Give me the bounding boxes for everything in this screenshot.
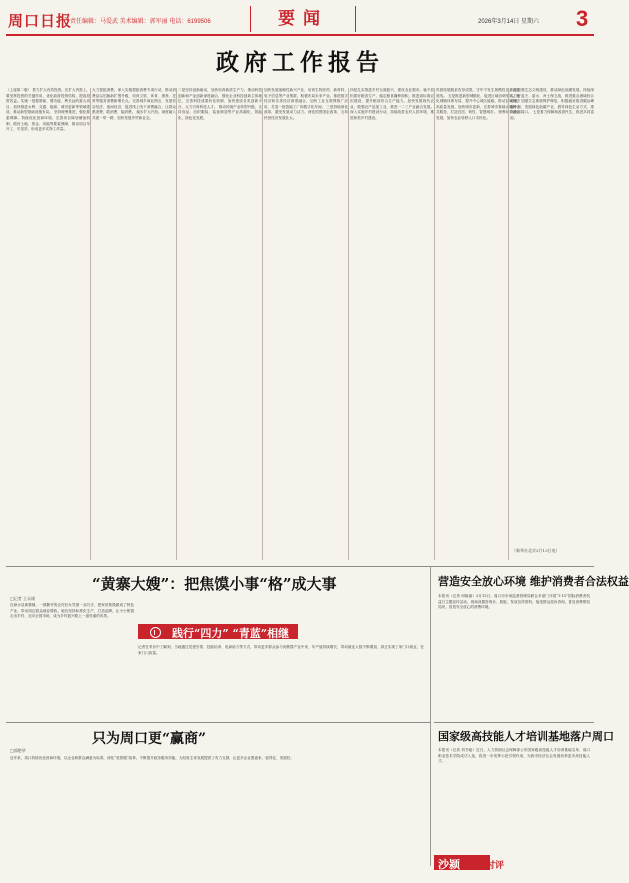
newspaper-logo: 周口日报	[8, 12, 73, 30]
pen-icon	[150, 627, 161, 638]
report-column-5: 四是扎实推进乡村全面振兴，建设农业强市。毫不放松抓好粮食生产，稳定粮食播种面积，推进高标准农田建设，提升粮食综合生产能力。加快发展现代农业，做强农产品加工业，推进一二三产业融合发展。 深入实施乡村建设行动，持续改善农村人居环境，推进和美乡村建设。	[350, 88, 434, 120]
article-title-skills: 国家级高技能人才培训基地落户周口	[438, 730, 614, 743]
report-column-7: 六是加强生态文明建设，推动绿色低碳发展。持续深入打好蓝天、碧水、净土保卫战，推进重点流域综合治理，加强生态系统保护修复，积极稳妥推进碳达峰碳中和，发展绿色低碳产业，倡导绿色生活方式，建设美丽周口。 七是着力保障和改善民生，推进共同富裕。	[510, 88, 594, 120]
feature-banner-title: 践行“四力” “青蓝”相继	[172, 627, 290, 640]
report-column-3: 二是坚持创新驱动，加快培育新质生产力。推动科技创新和产业创新深度融合，强化企业科技创新主体地位，完善科技成果转化机制，加快建设各类创新平台，大力引育科技人才。 推动传统产业转型升级，支持食品、纺织服装、装备制造等产业高端化、智能化、绿色化发展。	[178, 88, 262, 120]
column-divider	[176, 88, 177, 560]
commentary-tag-main: 沙颍	[438, 858, 460, 871]
article-title-zhoukou: 只为周口更“赢商”	[92, 731, 207, 747]
commentary-tag-sub: 时评	[486, 861, 505, 871]
column-divider	[90, 88, 91, 560]
column-divider	[262, 88, 263, 560]
report-column-2: 大力提振消费。深入实施提振消费专项行动，推动消费品以旧换新扩围升级，培育文旅、体育、康养、托育等服务消费新增长点。完善城乡商业网点，发展首店经济、夜间经济，促进线上线下消费融合，让群众愿消费、敢消费、能消费。 稳步扩大开放。深度融入共建一带一路，加快发展外贸新业态。	[92, 88, 176, 120]
report-column-6: 巩固拓展脱贫攻坚成果，守牢不发生规模性返贫致贫底线。 五是推进新型城镇化，促进区域协调发展。优化城镇体系布局，提升中心城区能级，推动县域经济高质量发展。加快城市更新，完善城市基础设施和公共服务，打造宜居、韧性、智慧城市。 统筹城乡融合发展，加快农业转移人口市民化。	[436, 88, 520, 120]
report-column-1: （上接第二版） 着力扩大有效投资。在扩大内需上，要发挥投资的关键作用，优化政府投资结构，提高投资效益。实施一批强基础、增功能、利长远的重大项目，加快推进水利、交通、能源、城市更新等领域建设，推动新型基础设施布局。 坚持统筹推进，强化要素保障。持续优化营商环境，完善项目谋划储备机制，做好土地、资金、用能等要素保障，推动项目早开工、早见效，形成更多实物工作量。	[6, 88, 90, 132]
article-body-consumer: 本报讯（记者 何晓丽）3月13日，周口市市场监督管理局联合多部门开展“3·15”国际消费者权益日主题宣传活动，现场设置咨询台、展板，发放宣传资料，接受群众投诉咨询，普及消费维权知识，营造安全放心的消费环境。	[438, 594, 590, 610]
page-number: 3	[576, 6, 589, 31]
main-headline: 政府工作报告	[216, 49, 384, 76]
section-divider	[434, 722, 594, 723]
article-body-zhoukou: 近年来，周口持续优化营商环境，以企业和群众满意为标准，深化“放管服”改革，不断提升政务服务效能，为经营主体发展提供了有力支撑，让更多企业愿意来、留得住、发展好。	[10, 756, 294, 760]
report-body	[6, 88, 594, 560]
article-body-huangzhai: 在商水县黄寨镇，一群勤劳的农村妇女凭借一双巧手，把家常焦馍做成了特色产业，带动周边群众就业增收。她们坚持标准化生产，打造品牌，让小小焦馍走出乡村、走向全国市场，成为乡村振兴路上一道亮丽的风景。	[10, 603, 134, 619]
column-divider	[508, 88, 509, 560]
section-divider	[6, 566, 594, 567]
vertical-divider	[430, 566, 431, 866]
article-title-huangzhai: “黄寨大嫂”：把焦馍小事“格”成大事	[92, 575, 337, 593]
column-divider	[348, 88, 349, 560]
editor-info: 责任编辑：马爱武 美术编辑：郭军丽 电话：6199506	[70, 19, 211, 25]
article-body-skills: 本报讯（记者 刘书瑶）近日，人力资源社会保障部公布国家级高技能人才培训基地名单，周口职业技术学院成功入选，将进一步发挥示范引领作用，为我市经济社会发展培养更多高技能人才。	[438, 748, 590, 764]
section-divider	[6, 722, 430, 723]
issue-date: 2026年3月14日 星期六	[478, 19, 540, 25]
column-divider	[434, 88, 435, 560]
article-title-consumer: 营造安全放心环境 维护消费者合法权益	[438, 575, 629, 588]
article-body-feature: 记者在采访中了解到，当地通过党建引领、技能培训、电商助力等方式，带动更多群众参与到焦馍产业中来，年产值持续增长，带动就业人数不断增加，真正实现了家门口就业、在家门口致富。	[138, 645, 424, 655]
report-signoff: （新华社北京3月13日电）	[512, 548, 560, 553]
article-byline-huangzhai: □记者 王永刚	[10, 596, 36, 601]
article-byline-zhoukou: □郭艳华	[10, 748, 26, 753]
report-column-4: 加快发展战略性新兴产业，培育生物医药、新材料、电子信息等产业集群，积极布局未来产业。推进数字经济和实体经济深度融合，加快工业互联网推广应用，打造一批智能工厂和数字化车间。 三是持续深化改革，激发发展动力活力。深化国资国企改革，支持民营经济发展壮大。	[264, 88, 348, 120]
masthead	[6, 4, 594, 36]
section-title: 要闻	[250, 6, 356, 32]
